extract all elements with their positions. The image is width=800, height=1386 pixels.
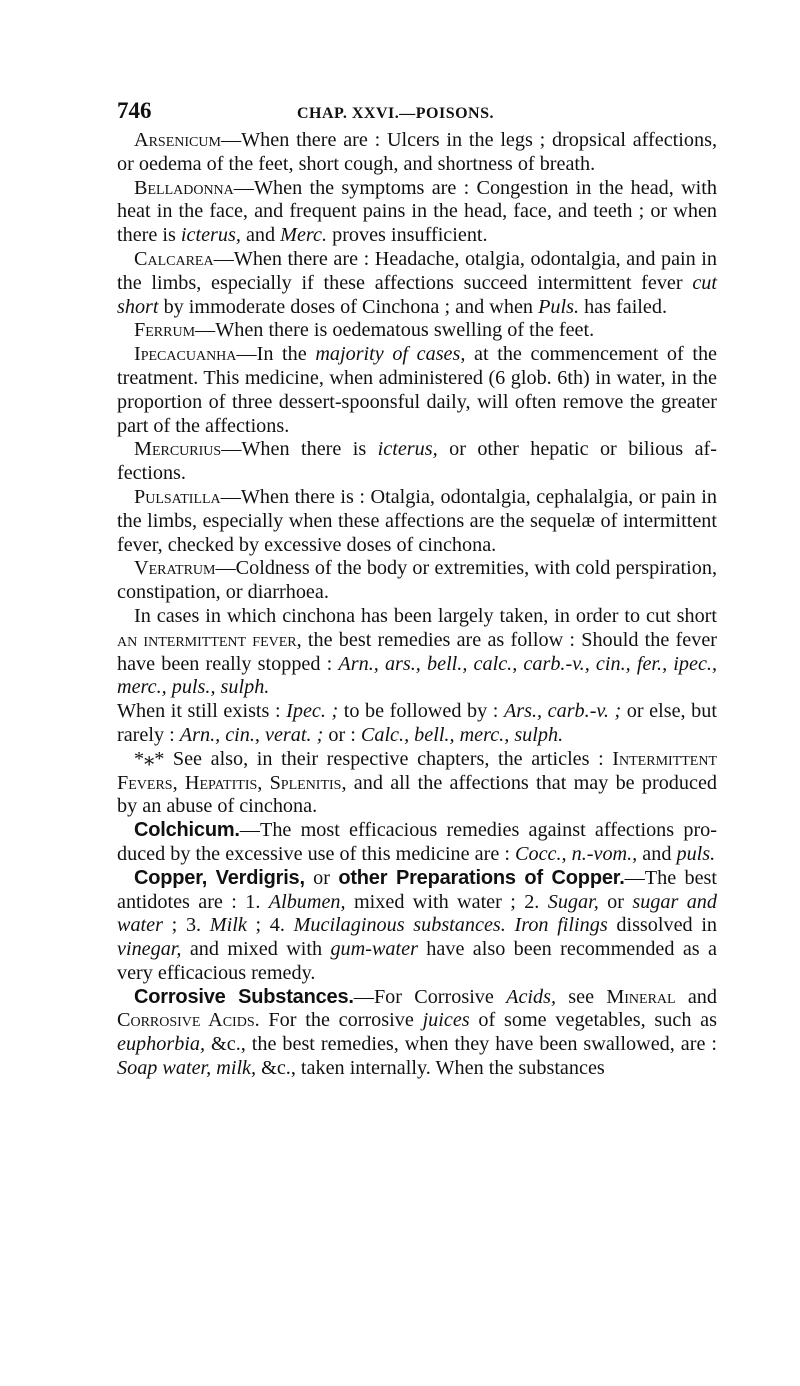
italic-term: Milk	[209, 914, 247, 937]
entry-veratrum	[117, 557, 717, 605]
entry-belladonna	[117, 177, 717, 248]
entry-text: dissolved in	[607, 914, 718, 937]
remedy-name: Arsenicum	[134, 129, 221, 151]
italic-term: sugar and water	[117, 890, 717, 937]
entry-text: ; 4.	[246, 914, 294, 937]
entry-text: or else, but rarely :	[117, 700, 717, 746]
entry-text: —The most efficacious remedies against affections produced by the excessive use of this medicine are :	[117, 819, 717, 865]
entry-text: or other hepatic or bilious affections.	[117, 438, 718, 485]
entry-text: —When the symptoms are : Congestion in the head, with heat in the face, and frequent pains in the head, face, and teeth ; or when there is	[117, 176, 717, 247]
entry-text: and	[240, 224, 281, 247]
entry-text: or	[304, 866, 339, 889]
entry-ferrum	[117, 319, 717, 343]
entry-text: —Coldness of the body or extremities, with cold perspiration, constipation, or diarrhoea.	[117, 557, 717, 604]
entry-text: at the commencement of the treatment. This medicine, when administered (6 glob. 6th) in water, in the proportion of three dessert-spoonsful daily, will often remove the greater part of the affections.	[117, 343, 718, 437]
section-corrosive-substances	[117, 986, 717, 1081]
remedy-name: Ferrum	[134, 319, 196, 342]
remedy-list: Arn., cin., verat. ;	[179, 723, 324, 746]
entry-text: —When there is : Otalgia, odontalgia, cephalalgia, or pain in the limbs, especially when these affections are the sequelæ of intermittent fever, checked by excessive doses of cinchona.	[117, 485, 717, 556]
remedy-list: Calc., bell., merc., sulph.	[360, 723, 564, 746]
remedy-name: Ipecacuanha	[134, 343, 237, 366]
remedy-list: Ars., carb.-v. ;	[503, 700, 622, 723]
section-copper	[117, 867, 717, 986]
entry-text: has failed.	[579, 295, 668, 318]
entry-text: In cases in which cinchona has been largely taken, in order to cut short	[134, 604, 717, 627]
italic-term: Sugar,	[547, 890, 599, 913]
running-title: CHAP. XXVI.—POISONS.	[297, 105, 494, 122]
italic-term: Puls.	[538, 295, 580, 318]
entry-text: proves insufficient.	[327, 224, 488, 247]
section-heading: Copper, Verdigris,	[134, 866, 305, 889]
section-heading: other Preparations of Copper.	[338, 866, 625, 889]
small-caps-term: an intermittent fever,	[117, 628, 302, 651]
remedy-list: Arn., ars., bell., calc., carb.-v., cin., fer., ipec., merc., puls., sulph.	[117, 652, 717, 699]
entry-text: &c., taken internally. When the substances	[256, 1057, 605, 1080]
entry-text: mixed with water ; 2.	[345, 890, 548, 913]
entry-text: ; 3.	[162, 914, 210, 937]
entry-text: have also been recommended as a very efficacious remedy.	[117, 938, 717, 984]
italic-term: Merc.	[280, 224, 328, 247]
remedy-list: Ipec. ;	[286, 700, 339, 723]
remedy-name: Pulsatilla	[134, 485, 221, 508]
entry-text: —When there are : Ulcers in the legs ; dropsical affections, or oedema of the feet, short cough, and shortness of breath.	[117, 129, 717, 175]
italic-term: Soap water, milk,	[117, 1057, 257, 1080]
entry-text: —When there are : Headache, otalgia, odontalgia, and pain in the limbs, especially if these affections succeed intermittent fever	[117, 247, 717, 294]
entry-text: and	[675, 985, 717, 1008]
italic-term: juices	[422, 1009, 470, 1032]
entry-text: or	[598, 890, 633, 913]
section-heading: Corrosive Substances.	[134, 985, 354, 1008]
remedy-list: puls.	[676, 842, 716, 865]
italic-term: vinegar,	[117, 938, 182, 961]
entry-text: by immoderate doses of Cinchona ; and when	[158, 295, 539, 318]
entry-text: —When there is oedematous swelling of the feet.	[195, 319, 595, 342]
entry-text: —When there is	[221, 438, 378, 461]
entry-text: to be followed by :	[338, 700, 504, 723]
paragraph-see-also	[117, 748, 717, 819]
entry-text: —For Corrosive	[353, 985, 507, 1008]
cross-reference: Mineral	[606, 985, 676, 1008]
italic-term: cut short	[117, 271, 717, 318]
entry-text: *⁎* See also, in their respective chapters, the articles :	[134, 747, 613, 770]
italic-term: Mucilaginous substances.	[293, 914, 506, 937]
cross-reference: Intermittent Fevers, Hepatitis, Splenitis,	[117, 747, 717, 794]
italic-term: Acids,	[506, 985, 557, 1008]
italic-term: gum-water	[330, 938, 418, 961]
remedy-name: Veratrum	[134, 557, 216, 580]
italic-term: icterus,	[180, 224, 241, 247]
entry-mercurius	[117, 438, 717, 486]
entry-text: For the corrosive	[259, 1009, 423, 1032]
italic-term: Albumen,	[268, 890, 346, 913]
entry-text: &c., the best remedies, when they have been swallowed, are :	[205, 1033, 717, 1056]
entry-text: of some vegetables, such as	[469, 1009, 717, 1032]
italic-term: Iron filings	[514, 914, 608, 937]
entry-text: and	[637, 842, 677, 865]
italic-term: majority of cases,	[315, 343, 466, 366]
page-header	[117, 98, 717, 127]
entry-text: the best remedies are as follow : Should the fever have been really stopped :	[117, 628, 718, 675]
italic-term: icterus,	[377, 438, 438, 461]
entry-text: see	[556, 985, 607, 1008]
entry-calcarea	[117, 248, 717, 319]
entry-pulsatilla	[117, 486, 717, 557]
entry-text: and all the affections that may be produced by an abuse of cinchona.	[117, 771, 718, 818]
entry-text: or :	[323, 723, 361, 746]
entry-text: —In the	[236, 343, 316, 366]
section-colchicum	[117, 819, 717, 867]
paragraph-cinchona-remedies	[117, 605, 717, 748]
entry-text: When it still exists :	[117, 700, 287, 723]
italic-term: euphorbia,	[117, 1033, 206, 1056]
remedy-list: Cocc., n.-vom.,	[515, 842, 638, 865]
entry-text: —The best antidotes are : 1.	[117, 866, 718, 913]
remedy-name: Calcarea	[134, 247, 214, 270]
entry-arsenicum	[117, 129, 717, 177]
remedy-name: Belladonna	[134, 176, 234, 199]
page-number: 746	[117, 98, 152, 123]
cross-reference: Corrosive Acids.	[117, 1009, 260, 1032]
entry-text: and mixed with	[181, 938, 331, 961]
entry-text	[506, 914, 515, 936]
section-heading: Colchicum.	[134, 819, 240, 842]
remedy-name: Mercurius	[134, 438, 222, 461]
entry-ipecacuanha	[117, 343, 717, 438]
page-body	[117, 129, 717, 1081]
